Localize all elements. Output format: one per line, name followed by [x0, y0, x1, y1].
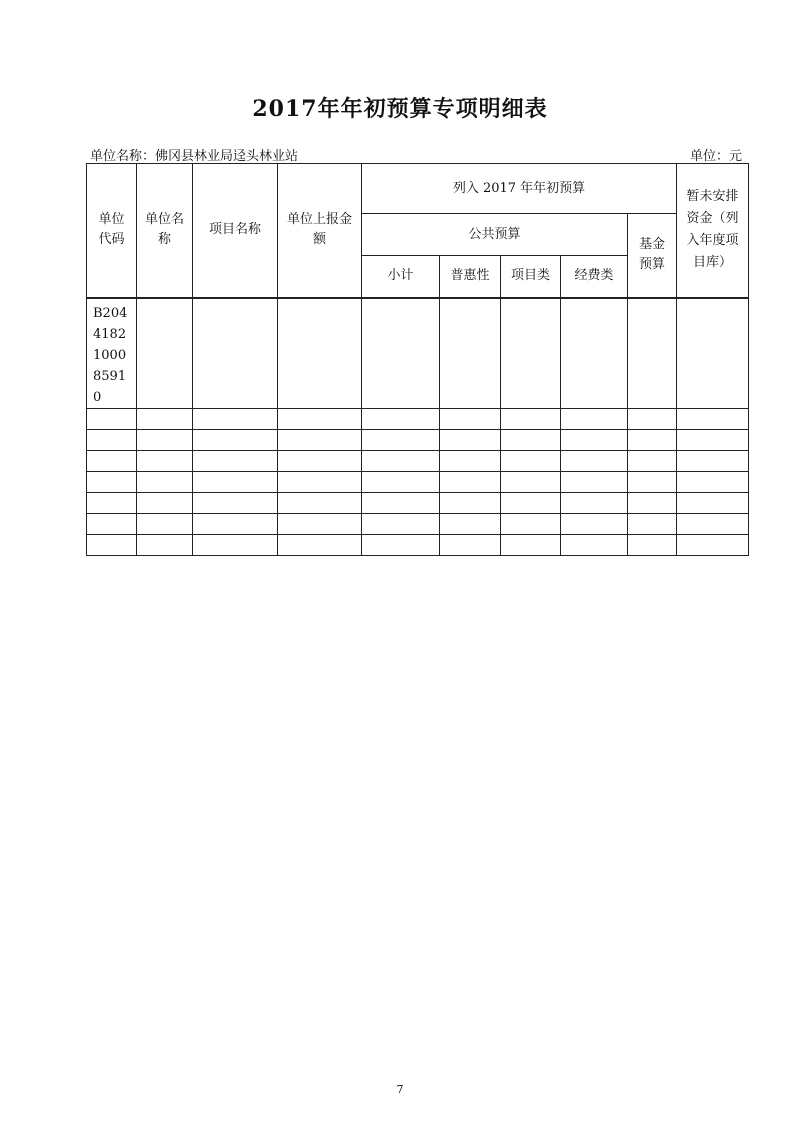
empty-cell — [677, 408, 749, 429]
cell-pending — [677, 298, 749, 409]
empty-table-row — [87, 471, 749, 492]
empty-cell — [440, 534, 501, 555]
page-title: 2017年年初预算专项明细表 — [252, 96, 548, 122]
empty-table-row — [87, 492, 749, 513]
empty-cell — [501, 492, 561, 513]
empty-cell — [278, 429, 362, 450]
cell-general — [440, 298, 501, 409]
cell-reported-amount — [278, 298, 362, 409]
cell-project-name — [193, 298, 278, 409]
empty-cell — [137, 429, 193, 450]
empty-cell — [137, 408, 193, 429]
empty-cell — [440, 429, 501, 450]
cell-project-type — [501, 298, 561, 409]
empty-cell — [87, 408, 137, 429]
empty-cell — [561, 492, 628, 513]
empty-cell — [278, 471, 362, 492]
empty-cell — [628, 492, 677, 513]
empty-cell — [362, 534, 440, 555]
empty-cell — [278, 492, 362, 513]
empty-cell — [362, 513, 440, 534]
empty-table-row — [87, 450, 749, 471]
empty-cell — [87, 492, 137, 513]
empty-cell — [561, 534, 628, 555]
cell-expense-type — [561, 298, 628, 409]
empty-cell — [362, 471, 440, 492]
empty-cell — [362, 492, 440, 513]
cell-subtotal — [362, 298, 440, 409]
empty-cell — [362, 408, 440, 429]
empty-cell — [501, 513, 561, 534]
empty-cell — [628, 408, 677, 429]
empty-cell — [137, 471, 193, 492]
empty-cell — [677, 450, 749, 471]
empty-table-row — [87, 408, 749, 429]
header-reported-amount: 单位上报金额 — [278, 164, 362, 298]
empty-cell — [440, 471, 501, 492]
header-unit-name: 单位名称 — [137, 164, 193, 298]
currency-unit-label: 单位：元 — [689, 149, 742, 164]
empty-cell — [561, 513, 628, 534]
empty-cell — [561, 429, 628, 450]
header-pending-funds: 暂未安排资金（列入年度项目库） — [677, 164, 749, 298]
empty-cell — [137, 534, 193, 555]
empty-cell — [677, 534, 749, 555]
empty-cell — [362, 429, 440, 450]
cell-unit-code: B204418210008591 0 — [87, 298, 137, 409]
empty-cell — [87, 513, 137, 534]
empty-cell — [501, 450, 561, 471]
empty-cell — [278, 513, 362, 534]
table-row — [87, 298, 749, 409]
empty-cell — [278, 450, 362, 471]
empty-cell — [193, 513, 278, 534]
empty-cell — [677, 492, 749, 513]
empty-cell — [87, 471, 137, 492]
empty-cell — [628, 513, 677, 534]
empty-cell — [137, 450, 193, 471]
empty-cell — [501, 429, 561, 450]
page-number: 7 — [396, 1083, 404, 1096]
empty-cell — [440, 450, 501, 471]
empty-table-row — [87, 513, 749, 534]
empty-cell — [628, 471, 677, 492]
empty-cell — [87, 429, 137, 450]
empty-table-row — [87, 534, 749, 555]
header-general: 普惠性 — [440, 256, 501, 298]
empty-cell — [278, 534, 362, 555]
cell-fund-budget — [628, 298, 677, 409]
empty-cell — [561, 471, 628, 492]
empty-cell — [193, 534, 278, 555]
empty-cell — [193, 492, 278, 513]
empty-cell — [628, 429, 677, 450]
header-fund-budget: 基金预算 — [628, 214, 677, 298]
empty-cell — [677, 471, 749, 492]
budget-detail-table — [86, 163, 749, 556]
empty-cell — [362, 450, 440, 471]
empty-cell — [137, 492, 193, 513]
unit-name-label: 单位名称：佛冈县林业局迳头林业站 — [90, 149, 299, 164]
empty-cell — [193, 429, 278, 450]
empty-cell — [561, 450, 628, 471]
empty-cell — [677, 513, 749, 534]
empty-cell — [87, 534, 137, 555]
empty-rows — [87, 408, 749, 555]
header-expense-type: 经费类 — [561, 256, 628, 298]
header-project-name: 项目名称 — [193, 164, 278, 298]
empty-table-row — [87, 429, 749, 450]
empty-cell — [628, 450, 677, 471]
empty-cell — [501, 408, 561, 429]
empty-cell — [440, 492, 501, 513]
empty-cell — [501, 471, 561, 492]
empty-cell — [137, 513, 193, 534]
empty-cell — [440, 408, 501, 429]
empty-cell — [561, 408, 628, 429]
empty-cell — [87, 450, 137, 471]
empty-cell — [677, 429, 749, 450]
empty-cell — [501, 534, 561, 555]
header-project-type: 项目类 — [501, 256, 561, 298]
header-included-2017: 列入 2017 年年初预算 — [362, 164, 677, 214]
cell-unit-name — [137, 298, 193, 409]
empty-cell — [440, 513, 501, 534]
empty-cell — [193, 471, 278, 492]
empty-cell — [278, 408, 362, 429]
header-subtotal: 小计 — [362, 256, 440, 298]
empty-cell — [193, 408, 278, 429]
empty-cell — [193, 450, 278, 471]
header-unit-code: 单位代码 — [87, 164, 137, 298]
empty-cell — [628, 534, 677, 555]
header-public-budget: 公共预算 — [362, 214, 628, 256]
